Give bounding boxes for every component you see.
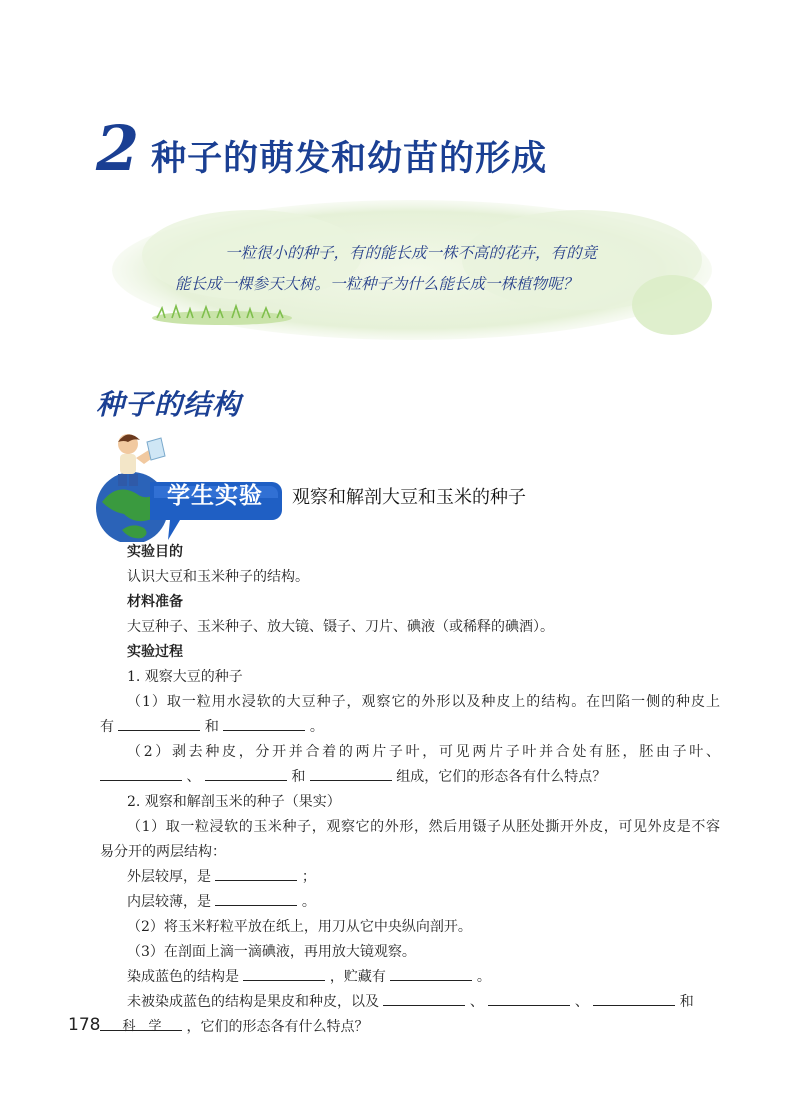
step-1-title: 1. 观察大豆的种子 [127, 669, 243, 685]
answer-blank [243, 966, 325, 981]
step-1-1-line-b [100, 715, 720, 740]
text-segment: ； [301, 869, 316, 885]
experiment-body [100, 540, 720, 1040]
process-heading: 实验过程 [127, 644, 183, 660]
inner-layer-line [100, 890, 720, 915]
materials-heading: 材料准备 [127, 594, 183, 610]
text-segment: 和 [291, 769, 306, 785]
unstained-structure-line [100, 990, 720, 1015]
text-segment: ，贮藏有 [329, 969, 386, 985]
text-segment: 、 [186, 769, 201, 785]
blue-structure-line [100, 965, 720, 990]
text-segment: 和 [204, 719, 219, 735]
text-segment: 和 [679, 994, 694, 1010]
step-1-2-line-a: （2）剥去种皮，分开并合着的两片子叶，可见两片子叶并合处有胚，胚由子叶、 [127, 744, 720, 760]
text-segment: ，它们的形态各有什么特点？ [186, 1019, 369, 1035]
final-question-line [100, 1015, 720, 1040]
chapter-number: 2 [96, 112, 140, 185]
text-segment: 。 [301, 894, 316, 910]
experiment-title: 观察和解剖大豆和玉米的种子 [292, 487, 526, 508]
text-segment: 组成，它们的形态各有什么特点？ [396, 769, 607, 785]
experiment-label: 学生实验 [167, 483, 263, 509]
step-2-1-line-b: 易分开的两层结构： [100, 844, 226, 860]
answer-blank [390, 966, 472, 981]
page-footer [68, 1015, 161, 1035]
step-2-2: （2）将玉米籽粒平放在纸上，用刀从它中央纵向剖开。 [127, 919, 472, 935]
answer-blank [383, 991, 465, 1006]
chapter-heading [96, 112, 548, 188]
answer-blank [488, 991, 570, 1006]
text-segment: 、 [574, 994, 589, 1010]
answer-blank [215, 891, 297, 906]
step-2-title: 2. 观察和解剖玉米的种子（果实） [127, 794, 341, 810]
text-segment: 未被染成蓝色的结构是果皮和种皮，以及 [127, 994, 379, 1010]
purpose-heading: 实验目的 [127, 544, 183, 560]
step-1-2-line-b [100, 765, 720, 790]
text-segment: 。 [309, 719, 324, 735]
section-title: 种子的结构 [96, 388, 242, 421]
text-segment: 、 [469, 994, 484, 1010]
intro-paragraph [175, 238, 655, 300]
book-name: 科 学 [122, 1019, 162, 1034]
answer-blank [100, 766, 182, 781]
answer-blank [118, 716, 200, 731]
chapter-title: 种子的萌发和幼苗的形成 [151, 139, 548, 179]
text-segment: 染成蓝色的结构是 [127, 969, 239, 985]
answer-blank [310, 766, 392, 781]
answer-blank [223, 716, 305, 731]
text-segment: 外层较厚，是 [127, 869, 211, 885]
intro-line-1: 一粒很小的种子，有的能长成一株不高的花卉，有的竟 [225, 244, 598, 262]
step-1-1-line-a: （1）取一粒用水浸软的大豆种子，观察它的外形以及种皮上的结构。在凹陷一侧的种皮上 [127, 694, 720, 710]
text-segment: 内层较薄，是 [127, 894, 211, 910]
step-2-3: （3）在剖面上滴一滴碘液，再用放大镜观察。 [127, 944, 416, 960]
answer-blank [593, 991, 675, 1006]
intro-line-2: 能长成一棵参天大树。一粒种子为什么能长成一株植物呢？ [175, 275, 579, 293]
text-segment: 有 [100, 719, 114, 735]
answer-blank [215, 866, 297, 881]
materials-text: 大豆种子、玉米种子、放大镜、镊子、刀片、碘液（或稀释的碘酒）。 [127, 619, 554, 635]
answer-blank [205, 766, 287, 781]
step-2-1-line-a: （1）取一粒浸软的玉米种子，观察它的外形，然后用镊子从胚处撕开外皮，可见外皮是不容 [127, 819, 720, 835]
page-number: 178 [68, 1015, 101, 1035]
outer-layer-line [100, 865, 720, 890]
purpose-text: 认识大豆和玉米种子的结构。 [127, 569, 309, 585]
text-segment: 。 [476, 969, 491, 985]
